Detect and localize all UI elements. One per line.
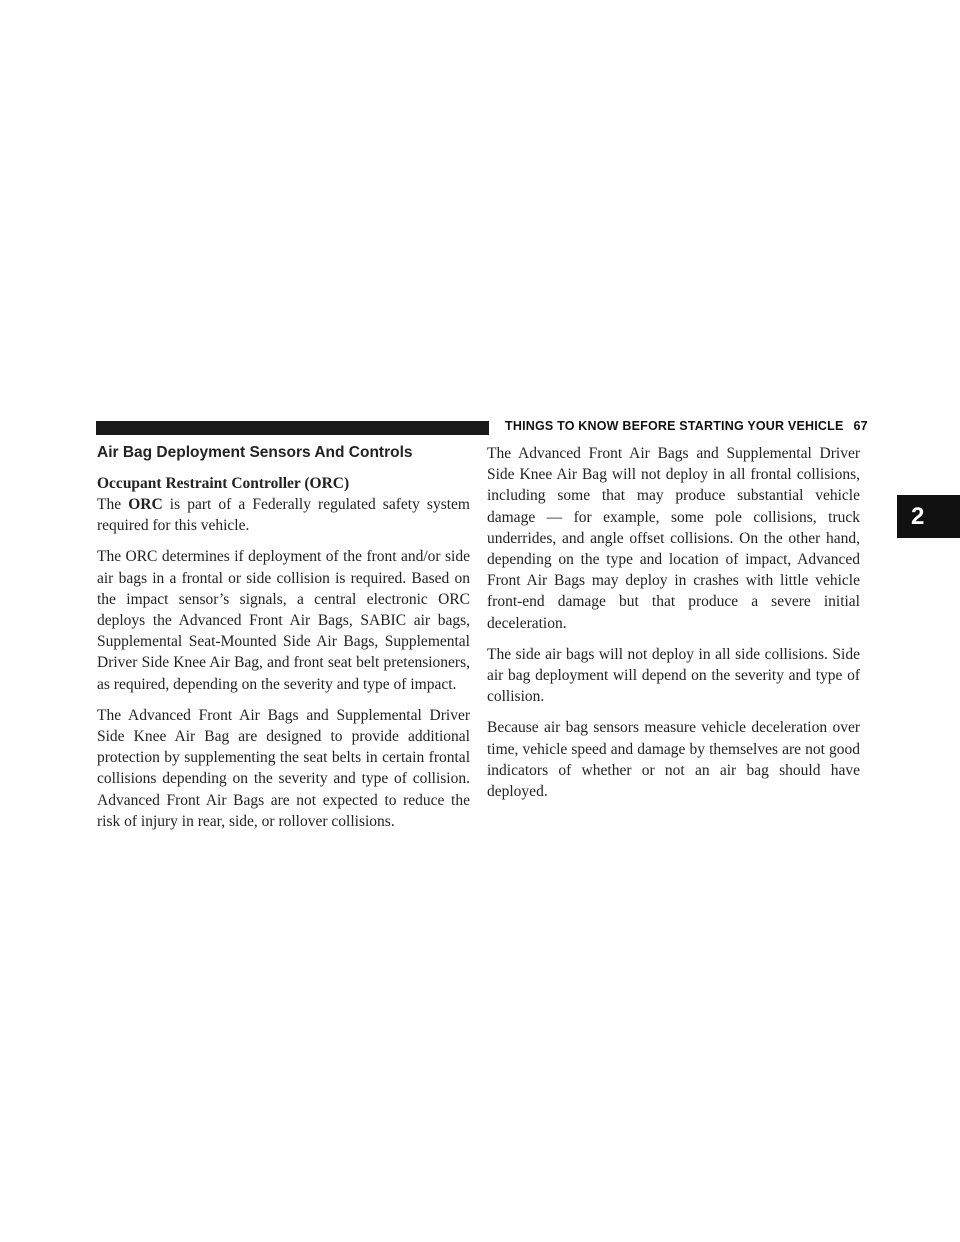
paragraph: The side air bags will not deploy in all side collisions. Side air bag deployment will depend on the severity and type of collision.: [487, 645, 860, 706]
paragraph: [97, 494, 470, 536]
right-column: [487, 443, 860, 812]
paragraph: The Advanced Front Air Bags and Supplemental Driver Side Knee Air Bag are designed to provide additional protection by supplementing the seat belts in certain frontal collisions depending on the severity and type of collision. Advanced Front Air Bags are not expected to reduce the risk of injury in rear, side, or rollover collisions.: [97, 706, 470, 830]
left-column: [97, 443, 470, 842]
paragraph-text: is part of a Federally regulated safety system required for this vehicle.: [97, 496, 470, 535]
paragraph-prefix: The: [97, 496, 129, 513]
paragraph: The ORC determines if deployment of the front and/or side air bags in a frontal or side collision is required. Based on the impact sensor’s signals, a central electronic ORC deploys the Advanced Front Air Bags, SABIC air bags, Supplemental Seat-Mounted Side Air Bags, Supplemental Driver Side Knee Air Bag, and front seat belt pretensioners, as required, depending on the severity and type of impact.: [97, 548, 470, 693]
paragraph: Because air bag sensors measure vehicle deceleration over time, vehicle speed and damage by themselves are not good indicators of whether or not an air bag should have deployed.: [487, 719, 860, 801]
running-header: [505, 419, 868, 433]
paragraph: The Advanced Front Air Bags and Supplemental Driver Side Knee Air Bag will not deploy in all frontal collisions, including some that may produce substantial vehicle damage — for example, some pole collisions, truck underrides, and angle offset collisions. On the other hand, depending on the type and location of impact, Advanced Front Air Bags may deploy in crashes with little vehicle front-end damage but that produce a severe initial deceleration.: [487, 445, 860, 632]
subheading: Occupant Restraint Controller (ORC): [97, 475, 350, 492]
section-title: THINGS TO KNOW BEFORE STARTING YOUR VEHICLE: [505, 419, 844, 433]
chapter-tab: 2: [897, 495, 960, 538]
page-number: 67: [853, 419, 868, 433]
orc-term: ORC: [128, 496, 163, 513]
header-rule: [96, 421, 489, 435]
section-heading: Air Bag Deployment Sensors And Controls: [97, 444, 413, 461]
